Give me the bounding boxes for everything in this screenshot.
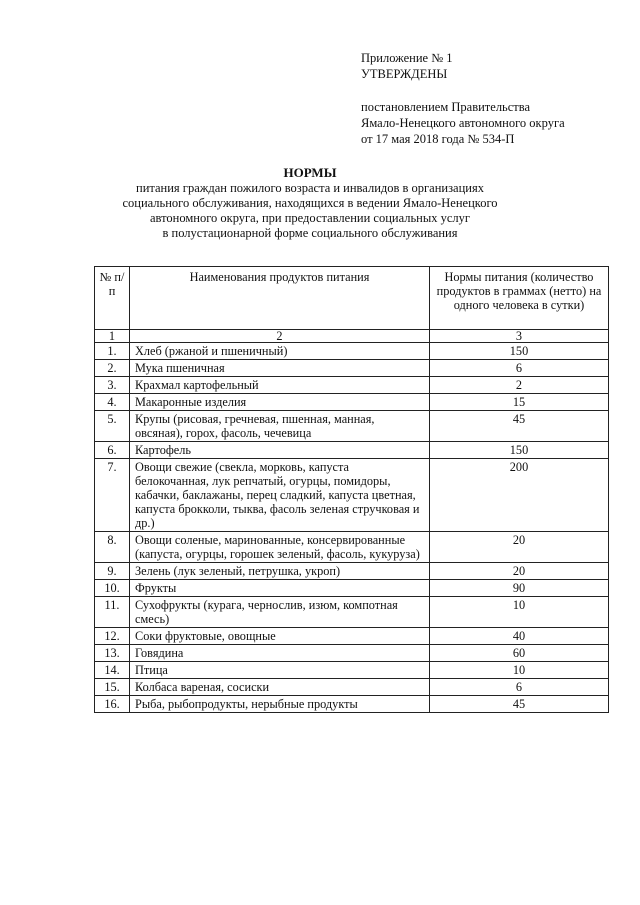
subtitle-line-2: социального обслуживания, находящихся в ведении Ямало-Ненецкого (122, 196, 498, 210)
norm-value: 2 (430, 377, 609, 394)
row-number: 8. (95, 532, 130, 563)
row-number: 11. (95, 597, 130, 628)
approved-label: УТВЕРЖДЕНЫ (361, 67, 448, 81)
header-number: № п/п (95, 267, 130, 330)
row-number: 7. (95, 459, 130, 532)
table-row (95, 360, 609, 377)
row-number: 3. (95, 377, 130, 394)
product-name: Хлеб (ржаной и пшеничный) (130, 343, 430, 360)
table-row (95, 532, 609, 563)
table-row (95, 580, 609, 597)
product-name: Птица (130, 662, 430, 679)
table-row (95, 411, 609, 442)
product-name: Соки фруктовые, овощные (130, 628, 430, 645)
table-row (95, 394, 609, 411)
subtitle-line-3: автономного округа, при предоставлении социальных услуг (149, 211, 471, 225)
norm-value: 45 (430, 696, 609, 713)
product-name: Крахмал картофельный (130, 377, 430, 394)
product-name: Фрукты (130, 580, 430, 597)
table-header-row (95, 267, 609, 330)
product-name: Зелень (лук зеленый, петрушка, укроп) (130, 563, 430, 580)
row-number: 12. (95, 628, 130, 645)
norm-value: 200 (430, 459, 609, 532)
norm-value: 6 (430, 679, 609, 696)
product-name: Мука пшеничная (130, 360, 430, 377)
norm-value: 10 (430, 662, 609, 679)
table-row (95, 679, 609, 696)
table-row (95, 628, 609, 645)
norm-value: 45 (430, 411, 609, 442)
norm-value: 60 (430, 645, 609, 662)
row-number: 13. (95, 645, 130, 662)
row-number: 16. (95, 696, 130, 713)
product-name: Сухофрукты (курага, чернослив, изюм, компотная смесь) (130, 597, 430, 628)
subtitle-line-1: питания граждан пожилого возраста и инвалидов в организациях (136, 181, 484, 195)
document-title: НОРМЫ (283, 165, 337, 180)
table-row (95, 563, 609, 580)
table-row (95, 645, 609, 662)
column-number: 3 (430, 330, 609, 343)
column-number: 2 (130, 330, 430, 343)
row-number: 10. (95, 580, 130, 597)
row-number: 5. (95, 411, 130, 442)
norm-value: 10 (430, 597, 609, 628)
norm-value: 40 (430, 628, 609, 645)
norm-value: 150 (430, 343, 609, 360)
resolution-line: постановлением Правительства (361, 100, 531, 114)
table-row (95, 459, 609, 532)
norm-value: 150 (430, 442, 609, 459)
table-row (95, 662, 609, 679)
product-name: Овощи соленые, маринованные, консервированные (капуста, огурцы, горошек зеленый, фасоль, кукуруза) (130, 532, 430, 563)
norm-value: 20 (430, 532, 609, 563)
appendix-block (361, 50, 565, 147)
row-number: 15. (95, 679, 130, 696)
row-number: 9. (95, 563, 130, 580)
product-name: Овощи свежие (свекла, морковь, капуста белокочанная, лук репчатый, огурцы, помидоры, кабачки, баклажаны, перец сладкий, капуста цветная, капуста брокколи, тыква, фасоль зеленая стручковая и др.) (130, 459, 430, 532)
product-name: Говядина (130, 645, 430, 662)
header-product-name: Наименования продуктов питания (130, 267, 430, 330)
resolution-date: от 17 мая 2018 года № 534-П (361, 132, 515, 146)
table-row (95, 343, 609, 360)
table-row (95, 377, 609, 394)
appendix-number: Приложение № 1 (361, 51, 453, 65)
header-norm: Нормы питания (количество продуктов в граммах (нетто) на одного человека в сутки) (430, 267, 609, 330)
nutrition-norms-table (94, 266, 609, 713)
column-number-row (95, 330, 609, 343)
norm-value: 6 (430, 360, 609, 377)
product-name: Крупы (рисовая, гречневая, пшенная, манная, овсяная), горох, фасоль, чечевица (130, 411, 430, 442)
norm-value: 90 (430, 580, 609, 597)
table-row (95, 597, 609, 628)
table-row (95, 442, 609, 459)
row-number: 6. (95, 442, 130, 459)
column-number: 1 (95, 330, 130, 343)
document-heading (90, 165, 530, 241)
subtitle-line-4: в полустационарной форме социального обслуживания (162, 226, 458, 240)
product-name: Картофель (130, 442, 430, 459)
norm-value: 20 (430, 563, 609, 580)
row-number: 14. (95, 662, 130, 679)
product-name: Макаронные изделия (130, 394, 430, 411)
table-row (95, 696, 609, 713)
product-name: Рыба, рыбопродукты, нерыбные продукты (130, 696, 430, 713)
product-name: Колбаса вареная, сосиски (130, 679, 430, 696)
row-number: 1. (95, 343, 130, 360)
row-number: 4. (95, 394, 130, 411)
government-line: Ямало-Ненецкого автономного округа (361, 116, 565, 130)
row-number: 2. (95, 360, 130, 377)
norm-value: 15 (430, 394, 609, 411)
